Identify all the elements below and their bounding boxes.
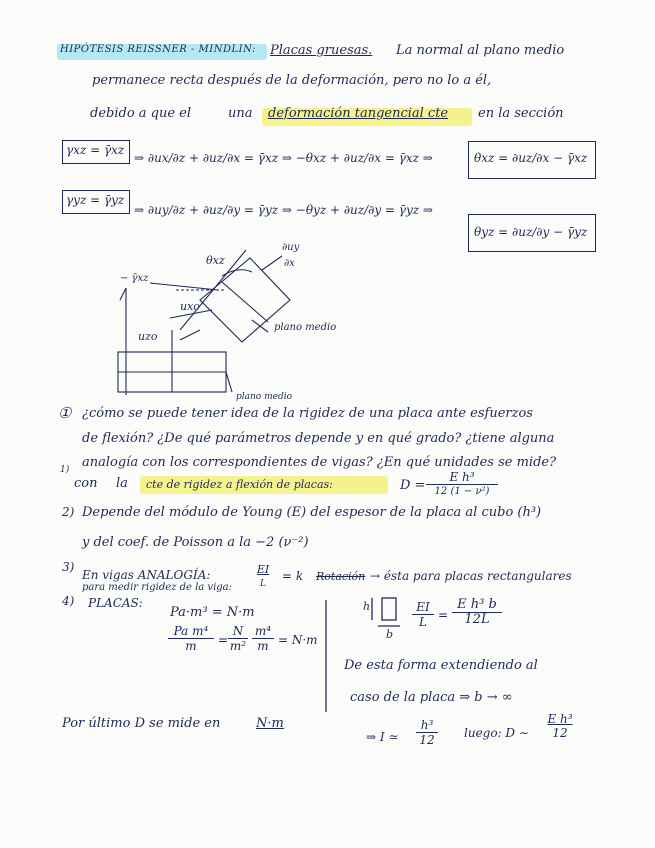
thick-plates: Placas gruesas. <box>270 43 373 58</box>
inertia-frac <box>416 718 438 747</box>
diagram-uz-label: uzo <box>138 330 158 343</box>
luego-frac-num: E h³ <box>547 712 573 726</box>
diagram-theta-label: θxz <box>206 254 225 267</box>
eq2-derivation: ⇒ ∂uy/∂z + ∂uz/∂y = γ̄yz ⇒ −θyz + ∂uz/∂y = γ̄yz ⇒ <box>134 203 433 217</box>
answer3-analogy: En vigas ANALOGÍA: <box>82 568 211 582</box>
answer2-line2: y del coef. de Poisson a la −2 (ν⁻²) <box>82 535 309 550</box>
beam-ratio-result-den: 12L <box>452 612 502 627</box>
answer3-line2: para medir rigidez de la viga: <box>82 582 233 593</box>
beam-ratio-eq: = <box>438 608 449 622</box>
answer1-number: 1) <box>60 465 70 475</box>
extension-line1: De esta forma extendiendo al <box>344 658 538 673</box>
inertia-approx: ⇒ I ≃ <box>366 730 399 744</box>
intro-line1: La normal al plano medio <box>396 43 565 58</box>
intro-line3d: en la sección <box>478 106 564 121</box>
answer2-number: 2) <box>62 505 75 519</box>
diagram-duy-label: ∂uy <box>282 242 300 253</box>
beam-fraction-den: L <box>260 579 266 589</box>
units-frac-2-num: N <box>232 624 244 638</box>
luego-d: luego: D ∼ <box>464 726 529 740</box>
eq1-derivation: ⇒ ∂ux/∂z + ∂uz/∂x = γ̄xz ⇒ −θxz + ∂uz/∂x = γ̄xz ⇒ <box>134 151 433 165</box>
units-frac-3-den: m <box>252 638 274 653</box>
inertia-frac-num: h³ <box>420 718 434 732</box>
units-frac-1-num: Pa m⁴ <box>173 624 209 638</box>
answer1-highlight-text: cte de rigidez a flexión de placas: <box>146 478 333 491</box>
luego-frac-den: 12 <box>552 726 568 740</box>
answer4-label: PLACAS: <box>88 596 143 610</box>
d-formula-den: 12 (1 − ν²) <box>426 484 498 499</box>
beam-ratio-result-num: E h³ b <box>457 597 497 612</box>
units-frac-3-num: m⁴ <box>254 624 272 638</box>
beam-fraction-num: EI <box>256 563 270 576</box>
eq2-result: θyz = ∂uz/∂y − γ̄yz <box>474 225 588 239</box>
units-result: = N·m <box>278 633 318 647</box>
question-line2: de flexión? ¿De qué parámetros depende y en qué grado? ¿tiene alguna <box>82 431 555 446</box>
question-line3: analogía con los correspondientes de vigas? ¿En qué unidades se mide? <box>82 455 557 470</box>
d-formula-num: E h³ <box>449 470 475 484</box>
diagram-ux-label: uxo <box>180 300 200 313</box>
section-h-label: h <box>363 600 371 613</box>
extension-line2: caso de la placa ⇒ b → ∞ <box>350 690 513 705</box>
answer2-line1: Depende del módulo de Young (E) del espesor de la placa al cubo (h³) <box>82 505 542 520</box>
eq2-box-text: γyz = γ̄yz <box>66 193 125 207</box>
eq1-box-text: γxz = γ̄xz <box>66 143 125 157</box>
answer3-strike: Rotación <box>316 570 366 583</box>
answer4-number: 4) <box>62 594 75 608</box>
final-statement: Por último D se mide en <box>62 716 221 731</box>
d-formula-lhs: D = <box>400 478 426 493</box>
diagram-dx-label: ∂x <box>284 258 295 269</box>
eq1-result: θxz = ∂uz/∂x − γ̄xz <box>474 151 588 165</box>
answer3-plates: → ésta para placas rectangulares <box>370 569 572 583</box>
diagram-gamma-label: − γ̄xz <box>120 273 149 284</box>
inertia-frac-den: 12 <box>416 732 438 747</box>
question-number: ① <box>58 404 72 422</box>
section-b-label: b <box>386 628 394 641</box>
hypothesis-title: HIPÓTESIS REISSNER - MINDLIN: <box>60 44 256 55</box>
intro-line3b: una <box>228 106 253 121</box>
diagram-plane2-label: plano medio <box>236 392 292 402</box>
answer3-number: 3) <box>62 560 75 574</box>
plate-units-1: Pa·m³ = N·m <box>170 605 255 620</box>
units-eq: = <box>218 633 229 647</box>
intro-line3c: deformación tangencial cte <box>268 106 449 121</box>
diagram-plane1-label: plano medio <box>274 322 337 333</box>
answer1-w2: la <box>116 476 128 491</box>
final-units: N·m <box>256 716 284 731</box>
luego-frac <box>540 712 580 740</box>
answer3-k: = k <box>282 569 304 583</box>
beam-ratio-den: L <box>412 614 434 629</box>
units-frac-1-den: m <box>168 638 214 653</box>
answer1-w1: con <box>74 476 98 491</box>
beam-ratio <box>412 600 434 629</box>
units-frac-2-den: m² <box>229 639 247 653</box>
intro-line3a: debido a que el <box>90 106 192 121</box>
beam-ratio-result <box>452 598 502 627</box>
intro-line2: permanece recta después de la deformación, pero no lo a él, <box>92 73 492 88</box>
question-line1: ¿cómo se puede tener idea de la rigidez de una placa ante esfuerzos <box>82 406 533 421</box>
beam-ratio-num: EI <box>416 600 430 614</box>
